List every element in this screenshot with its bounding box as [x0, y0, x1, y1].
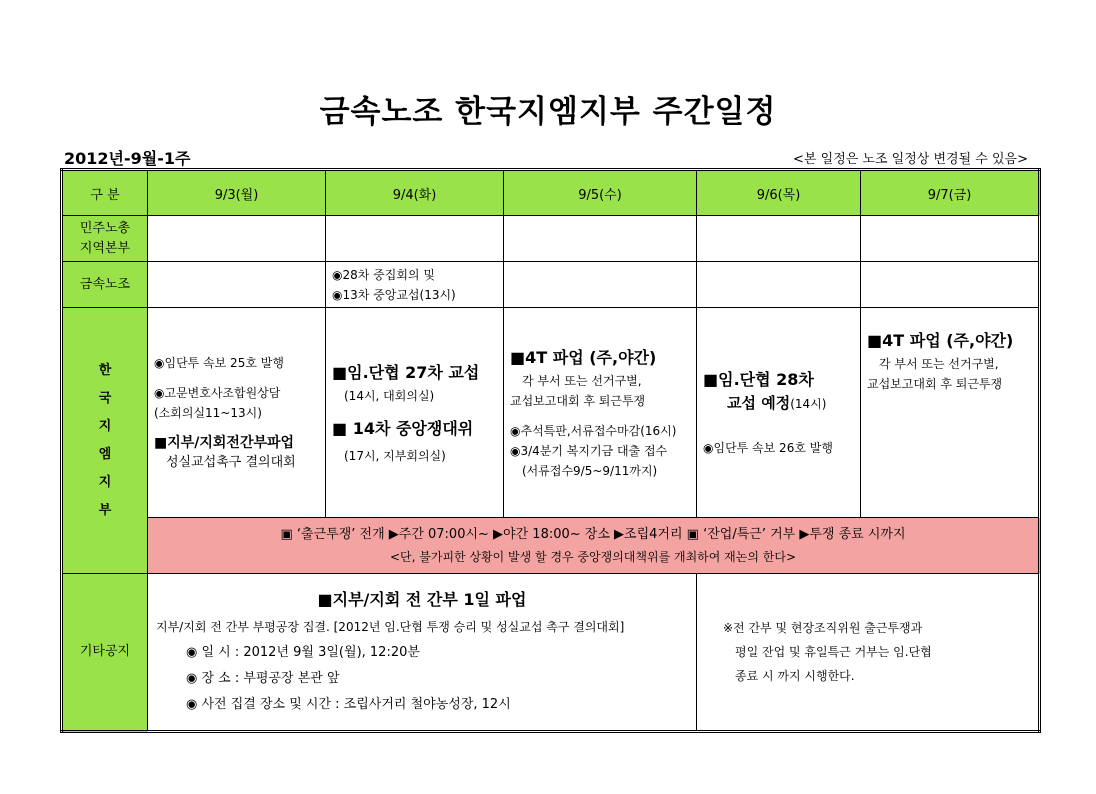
day-header-tue: 9/4(화) [326, 170, 504, 216]
gm-label-char: 지 [98, 418, 112, 434]
cell-gm-mon [148, 308, 326, 518]
geumsok-tue-item2: ◉13차 중앙교섭(13시) [332, 287, 456, 302]
day-header-wed: 9/5(수) [504, 170, 697, 216]
cell-gm-tue [326, 308, 504, 518]
cell-gm-thu [697, 308, 861, 518]
gm-mon-rally: 성실교섭촉구 결의대회 [166, 454, 296, 470]
cell-minju-thu [697, 216, 861, 262]
row-etc [62, 574, 1040, 732]
gm-wed-strike: ■4T 파업 (주,야간) [510, 347, 657, 367]
week-label: 2012년-9월-1주 [64, 149, 191, 168]
gm-tue-committee-detail: (17시, 지부회의실) [344, 448, 446, 463]
day-header-mon: 9/3(월) [148, 170, 326, 216]
day-header-fri: 9/7(금) [861, 170, 1040, 216]
gm-thu-bulletin: ◉임단투 속보 26호 발행 [703, 441, 833, 455]
cell-geumsok-wed [504, 262, 697, 308]
etc-note-line2: 평일 잔업 및 휴일특근 거부는 임.단협 [735, 645, 932, 659]
day-header-thu: 9/6(목) [697, 170, 861, 216]
gm-label-char: 한 [98, 362, 112, 378]
row-geumsok [62, 262, 1040, 308]
cell-gm-wed [504, 308, 697, 518]
cell-gm-fri [861, 308, 1040, 518]
gm-mon-counsel: ◉고문변호사조합원상담 [154, 385, 281, 400]
row-gm-strip [62, 518, 1040, 574]
gm-fri-strike-detail1: 각 부서 또는 선거구별, [879, 357, 999, 371]
gm-wed-strike-detail1: 각 부서 또는 선거구별, [522, 373, 642, 388]
gm-wed-strike-detail2: 교섭보고대회 후 퇴근투쟁 [510, 393, 646, 408]
gm-mon-counsel-detail: (소회의실11~13시) [154, 405, 262, 420]
gm-thu-negotiation-detail: 교섭 예정 [727, 394, 791, 412]
row-label-minju-line2: 지역본부 [79, 240, 131, 256]
cell-minju-tue [326, 216, 504, 262]
gm-fri-strike: ■4T 파업 (주,야간) [867, 331, 1014, 350]
page-title: 금속노조 한국지엠지부 주간일정 [319, 94, 777, 130]
row-label-minju [62, 216, 148, 262]
gm-mon-bulletin: ◉임단투 속보 25호 발행 [154, 355, 284, 370]
row-minju [62, 216, 1040, 262]
cell-geumsok-fri [861, 262, 1040, 308]
gm-action-strip [148, 518, 1040, 574]
gm-wed-special-sale: ◉추석특판,서류접수마감(16시) [510, 423, 677, 438]
etc-assembly: 지부/지회 전 간부 부평공장 집결. [2012년 임.단협 투쟁 승리 및 성실교섭 촉구 결의대회] [156, 620, 625, 634]
gm-fri-strike-detail2: 교섭보고대회 후 퇴근투쟁 [867, 377, 1003, 391]
cell-minju-mon [148, 216, 326, 262]
gm-tue-negotiation: ■임.단협 27차 교섭 [332, 362, 480, 382]
gm-wed-welfare-loan: ◉3/4분기 복지기금 대출 접수 [510, 443, 668, 458]
gm-mon-strike: ■지부/지회전간부파업 [154, 434, 295, 451]
etc-note-line1: ※전 간부 및 현장조직위원 출근투쟁과 [723, 621, 923, 635]
header-label: 구 분 [62, 170, 148, 216]
gm-thu-negotiation-time: (14시) [790, 397, 827, 411]
gm-strip-actions: ▣ ‘출근투쟁’ 전개 ▶주간 07:00시~ ▶야간 18:00~ 장소 ▶조립4거리 ▣ ‘잔업/특근’ 거부 ▶투쟁 종료 시까지 [280, 526, 906, 542]
gm-wed-welfare-loan-detail: (서류접수9/5~9/11까지) [522, 463, 658, 478]
row-gm [62, 308, 1040, 518]
header-row [62, 170, 1040, 216]
cell-minju-fri [861, 216, 1040, 262]
cell-geumsok-tue [326, 262, 504, 308]
gm-tue-committee: ■ 14차 중앙쟁대위 [332, 418, 474, 438]
row-label-etc: 기타공지 [62, 574, 148, 732]
gm-label-char: 국 [98, 390, 112, 406]
weekly-schedule-table [60, 168, 1041, 733]
etc-gathering: ◉ 사전 집결 장소 및 시간 : 조립사거리 철야농성장, 12시 [186, 697, 511, 712]
cell-geumsok-thu [697, 262, 861, 308]
change-notice: <본 일정은 노조 일정상 변경될 수 있음> [793, 152, 1028, 167]
gm-label-char: 지 [98, 474, 112, 490]
etc-title: ■지부/지회 전 간부 1일 파업 [317, 590, 527, 609]
geumsok-tue-item1: ◉28차 중집회의 및 [332, 267, 435, 282]
etc-location: ◉ 장 소 : 부평공장 본관 앞 [186, 671, 340, 686]
cell-etc-main [148, 574, 697, 732]
row-label-gm [62, 308, 148, 574]
cell-geumsok-mon [148, 262, 326, 308]
gm-strip-caveat: <단, 불가피한 상황이 발생 할 경우 중앙쟁의대책위를 개최하여 재논의 한다> [389, 549, 797, 564]
gm-label-char: 엠 [98, 446, 112, 462]
row-label-geumsok: 금속노조 [62, 262, 148, 308]
cell-etc-note [697, 574, 1040, 732]
etc-note-line3: 종료 시 까지 시행한다. [735, 669, 855, 683]
cell-minju-wed [504, 216, 697, 262]
gm-label-char: 부 [98, 502, 112, 518]
gm-tue-negotiation-detail: (14시, 대회의실) [344, 388, 435, 403]
gm-thu-negotiation: ■임.단협 28차 [703, 370, 814, 389]
row-label-minju-line1: 민주노총 [79, 220, 131, 236]
etc-datetime: ◉ 일 시 : 2012년 9월 3일(월), 12:20분 [186, 645, 420, 660]
